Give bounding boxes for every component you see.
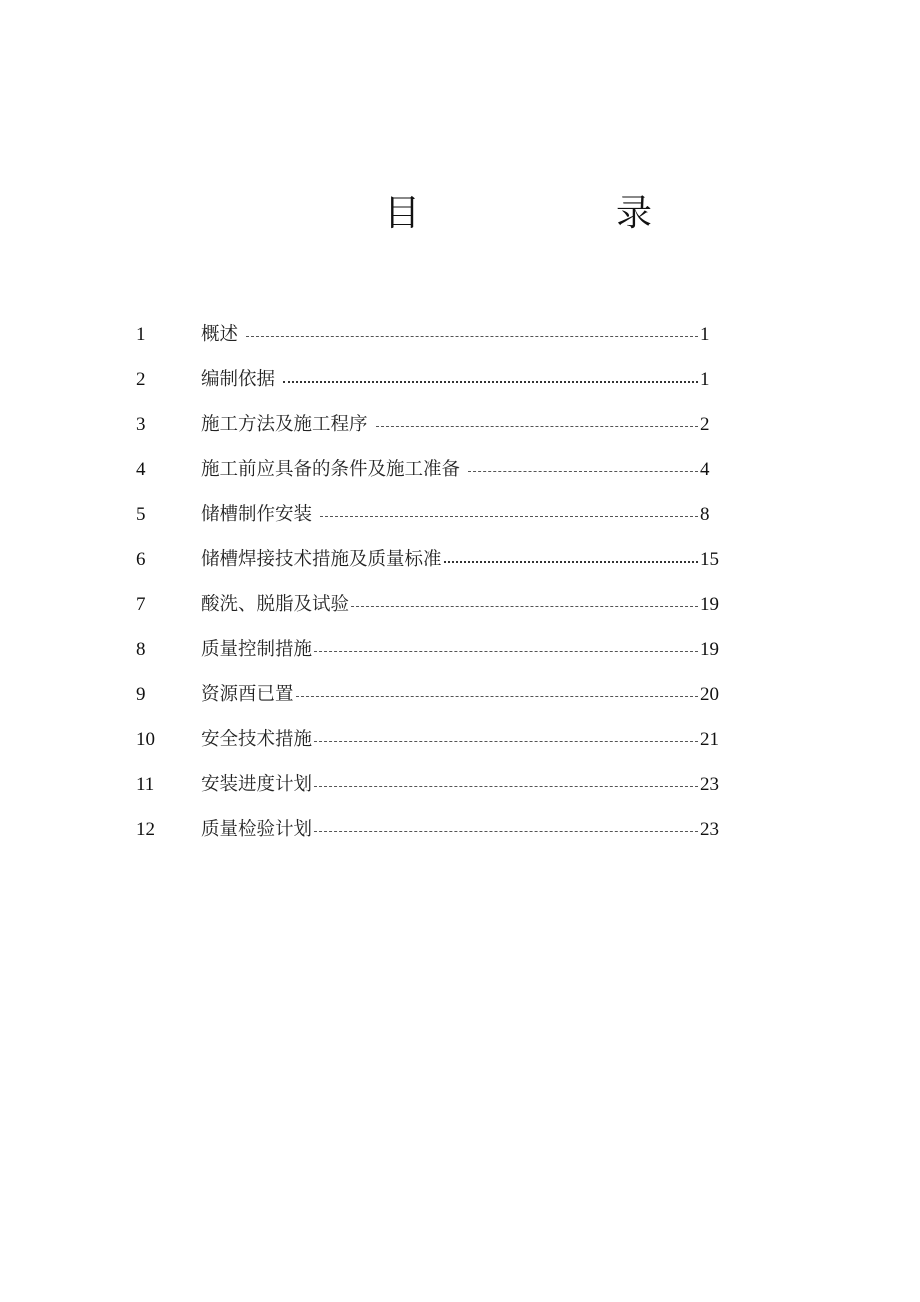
toc-page-number: 20 [700, 683, 719, 705]
toc-title: 质量控制措施 [201, 638, 313, 660]
toc-number: 12 [136, 818, 155, 840]
toc-page-number: 21 [700, 728, 719, 750]
toc-title: 质量检验计划 [201, 818, 313, 840]
toc-page-number: 23 [700, 773, 719, 795]
toc-title: 安装进度计划 [201, 773, 313, 795]
toc-row-4[interactable] [136, 447, 726, 492]
page-title-left: 目 [384, 193, 421, 234]
toc-row-2[interactable] [136, 357, 726, 402]
toc-number: 3 [136, 413, 146, 435]
toc-page-number: 1 [700, 323, 710, 345]
toc-number: 6 [136, 548, 146, 570]
toc-number: 7 [136, 593, 146, 615]
toc-leader [314, 831, 698, 832]
toc-title: 资源酉已置 [201, 683, 294, 705]
toc-row-5[interactable] [136, 492, 726, 537]
toc-title: 酸洗、脱脂及试验 [201, 593, 350, 615]
toc-leader [314, 786, 698, 787]
toc-page-number: 19 [700, 638, 719, 660]
toc-number: 1 [136, 323, 146, 345]
toc-leader [320, 516, 698, 517]
toc-row-6[interactable] [136, 537, 726, 582]
toc-leader [314, 651, 698, 652]
toc-leader [351, 606, 698, 607]
toc-page-number: 8 [700, 503, 710, 525]
toc-number: 8 [136, 638, 146, 660]
toc-number: 2 [136, 368, 146, 390]
toc-page-number: 23 [700, 818, 719, 840]
toc-row-10[interactable] [136, 717, 726, 762]
toc-leader [444, 561, 698, 563]
toc-leader [283, 381, 698, 383]
toc-leader [314, 741, 698, 742]
toc-leader [246, 336, 698, 337]
toc-number: 5 [136, 503, 146, 525]
toc-number: 4 [136, 458, 146, 480]
toc-number: 9 [136, 683, 146, 705]
toc-row-12[interactable] [136, 807, 726, 852]
toc-page-number: 1 [700, 368, 710, 390]
toc-number: 10 [136, 728, 155, 750]
toc-title: 储槽焊接技术措施及质量标准 [201, 548, 442, 570]
toc-title: 储槽制作安装 [201, 503, 313, 525]
table-of-contents [136, 312, 726, 852]
toc-page-number: 15 [700, 548, 719, 570]
toc-title: 编制依据 [201, 368, 276, 390]
toc-row-9[interactable] [136, 672, 726, 717]
toc-row-1[interactable] [136, 312, 726, 357]
toc-number: 11 [136, 773, 155, 795]
toc-page-number: 4 [700, 458, 710, 480]
toc-title: 施工方法及施工程序 [201, 413, 368, 435]
toc-leader [376, 426, 698, 427]
toc-title: 施工前应具备的条件及施工准备 [201, 458, 461, 480]
toc-row-7[interactable] [136, 582, 726, 627]
page-title-right: 录 [616, 193, 653, 234]
toc-row-8[interactable] [136, 627, 726, 672]
toc-leader [296, 696, 698, 697]
toc-title: 概述 [201, 323, 239, 345]
toc-page-number: 19 [700, 593, 719, 615]
toc-title: 安全技术措施 [201, 728, 313, 750]
toc-row-11[interactable] [136, 762, 726, 807]
toc-leader [468, 471, 698, 472]
toc-row-3[interactable] [136, 402, 726, 447]
toc-page-number: 2 [700, 413, 710, 435]
